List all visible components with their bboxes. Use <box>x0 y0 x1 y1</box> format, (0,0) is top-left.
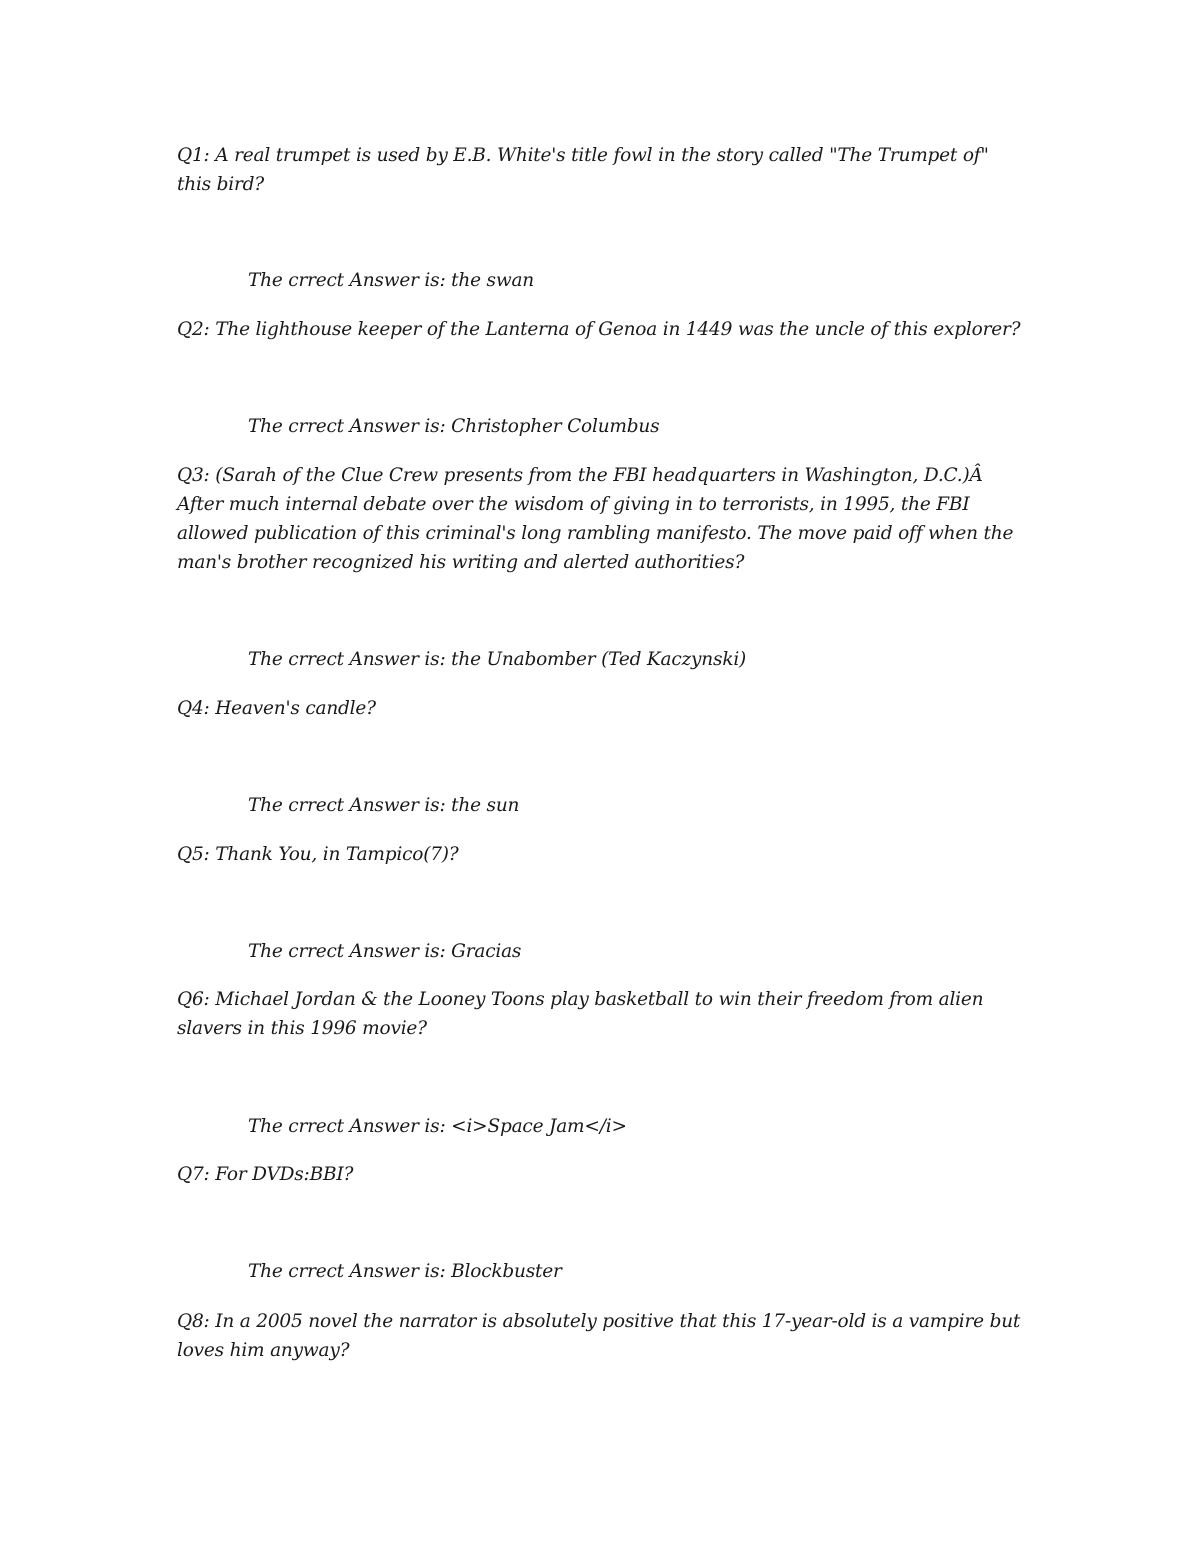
answer-5: The crrect Answer is: Gracias <box>248 941 522 962</box>
answer-2: The crrect Answer is: Christopher Columbus <box>248 416 660 437</box>
answer-6: The crrect Answer is: <i>Space Jam</i> <box>248 1116 627 1137</box>
question-7: Q7: For DVDs:BBI? <box>177 1164 354 1185</box>
answer-1: The crrect Answer is: the swan <box>248 270 535 291</box>
question-5: Q5: Thank You, in Tampico(7)? <box>177 844 459 865</box>
question-2: Q2: The lighthouse keeper of the Lanterna of Genoa in 1449 was the uncle of this explorer? <box>177 319 1021 340</box>
question-3: Q3: (Sarah of the Clue Crew presents from the FBI headquarters in Washington, D.C.)Â After much internal debate over the wisdom of giving in to terrorists, in 1995, the FBI allowed publication of this criminal's long rambling manifesto. The move paid off when the man's brother recognized his writing and alerted authorities? <box>177 465 1019 573</box>
question-1: Q1: A real trumpet is used by E.B. White's title fowl in the story called "The Trumpet of" this bird? <box>177 145 995 195</box>
answer-4: The crrect Answer is: the sun <box>248 795 520 816</box>
answer-7: The crrect Answer is: Blockbuster <box>248 1261 562 1282</box>
question-4: Q4: Heaven's candle? <box>177 698 376 719</box>
question-6: Q6: Michael Jordan & the Looney Toons play basketball to win their freedom from alien slavers in this 1996 movie? <box>177 989 990 1039</box>
answer-3: The crrect Answer is: the Unabomber (Ted Kaczynski) <box>248 649 747 670</box>
question-8: Q8: In a 2005 novel the narrator is absolutely positive that this 17-year-old is a vampire but loves him anyway? <box>177 1311 1026 1361</box>
